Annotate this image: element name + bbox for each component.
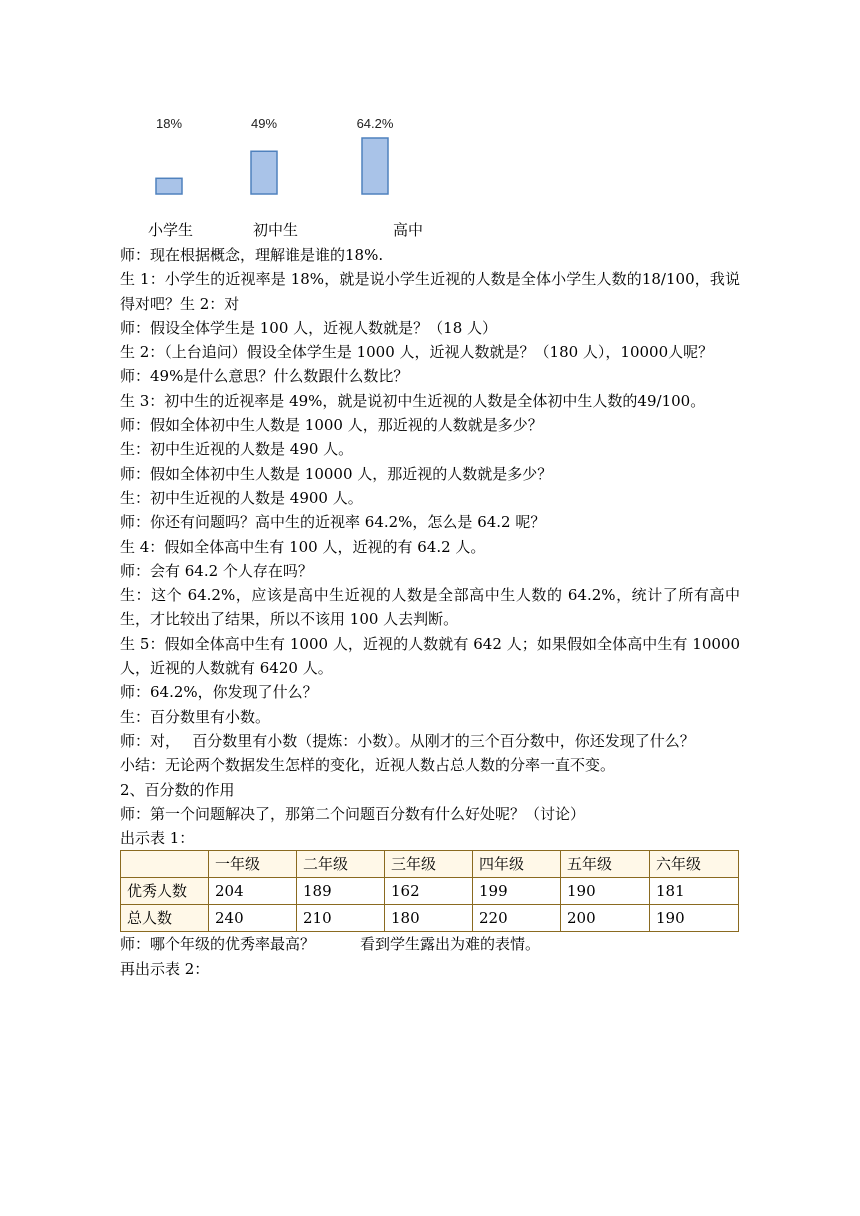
paragraph: 师：会有 64.2 个人存在吗？ xyxy=(120,561,313,580)
section-heading: 2、百分数的作用 xyxy=(120,780,235,799)
bar-2 xyxy=(362,138,388,194)
bar-1 xyxy=(251,151,277,194)
paragraph: 生 1：小学生的近视率是 18%，就是说小学生近视的人数是全体小学生人数的18/100，我说得对吧？生 2：对 xyxy=(120,270,740,313)
paragraph: 师：64.2%，你发现了什么？ xyxy=(120,683,318,702)
table-header-cell: 三年级 xyxy=(385,851,473,878)
category-label-senior: 高中 xyxy=(393,221,424,239)
bar-0 xyxy=(156,178,182,194)
table-header-cell: 二年级 xyxy=(297,851,385,878)
paragraph: 生 2：（上台追问）假设全体学生是 1000 人，近视人数就是？（180 人），10000人呢？ xyxy=(120,343,714,362)
table-header-cell: 一年级 xyxy=(209,851,297,878)
table-cell: 180 xyxy=(385,905,473,932)
lesson-transcript xyxy=(120,243,740,981)
paragraph: 生：初中生近视的人数是 490 人。 xyxy=(120,440,354,459)
table-row-label: 优秀人数 xyxy=(121,878,209,905)
table-1-grade-excellence xyxy=(120,850,739,932)
paragraph: 小结：无论两个数据发生怎样的变化，近视人数占总人数的分率一直不变。 xyxy=(120,756,616,775)
table-cell: 181 xyxy=(650,878,739,905)
paragraph: 师：假设全体学生是 100 人，近视人数就是？（18 人） xyxy=(120,318,498,337)
paragraph: 师：假如全体初中生人数是 10000 人，那近视的人数就是多少？ xyxy=(120,464,553,483)
paragraph: 师：49%是什么意思？什么数跟什么数比？ xyxy=(120,367,409,386)
table-row-label: 总人数 xyxy=(121,905,209,932)
table-header-cell: 六年级 xyxy=(650,851,739,878)
table-cell: 220 xyxy=(473,905,561,932)
table-cell: 240 xyxy=(209,905,297,932)
table-header-cell: 五年级 xyxy=(561,851,650,878)
table-cell: 199 xyxy=(473,878,561,905)
table-cell: 162 xyxy=(385,878,473,905)
table-cell: 189 xyxy=(297,878,385,905)
bar-data-label-2: 64.2% xyxy=(356,116,394,131)
paragraph: 生：百分数里有小数。 xyxy=(120,707,271,726)
paragraph: 生：这个 64.2%，应该是高中生近视的人数是全部高中生人数的 64.2%，统计了所有高中生，才比较出了结果，所以不该用 100 人去判断。 xyxy=(120,586,740,629)
paragraph: 师：现在根据概念，理解谁是谁的18%. xyxy=(120,246,384,264)
paragraph: 师：第一个问题解决了，那第二个问题百分数有什么好处呢？（讨论） xyxy=(120,804,586,823)
paragraph: 师：哪个年级的优秀率最高？ 看到学生露出为难的表情。 xyxy=(120,935,541,954)
paragraph: 生 3：初中生的近视率是 49%，就是说初中生近视的人数是全体初中生人数的49/100。 xyxy=(120,391,706,410)
myopia-rate-bar-chart xyxy=(145,110,445,205)
paragraph: 再出示表 2： xyxy=(120,959,210,978)
table-row xyxy=(121,878,739,905)
table-cell: 190 xyxy=(650,905,739,932)
table-cell: 190 xyxy=(561,878,650,905)
bar-data-label-0: 18% xyxy=(155,116,183,131)
category-label-primary: 小学生 xyxy=(148,221,194,239)
paragraph: 生：初中生近视的人数是 4900 人。 xyxy=(120,488,363,507)
table-header-cell: 四年级 xyxy=(473,851,561,878)
category-label-junior: 初中生 xyxy=(253,221,299,239)
table-cell: 200 xyxy=(561,905,650,932)
paragraph: 师：你还有问题吗？高中生的近视率 64.2%，怎么是 64.2 呢？ xyxy=(120,513,546,532)
table-cell: 210 xyxy=(297,905,385,932)
bar-data-label-1: 49% xyxy=(250,116,278,131)
table-header-cell xyxy=(121,851,209,878)
table-header-row xyxy=(121,851,739,878)
paragraph: 出示表 1： xyxy=(120,829,195,848)
paragraph: 师：假如全体初中生人数是 1000 人，那近视的人数就是多少？ xyxy=(120,416,543,435)
paragraph: 生 5：假如全体高中生有 1000 人，近视的人数就有 642 人；如果假如全体高中生有 10000 人，近视的人数就有 6420 人。 xyxy=(120,634,740,678)
table-cell: 204 xyxy=(209,878,297,905)
chart-category-labels xyxy=(0,219,860,241)
paragraph: 师：对， 百分数里有小数（提炼：小数）。从刚才的三个百分数中，你还发现了什么？ xyxy=(120,731,695,750)
paragraph: 生 4：假如全体高中生有 100 人，近视的有 64.2 人。 xyxy=(120,537,486,556)
table-row xyxy=(121,905,739,932)
